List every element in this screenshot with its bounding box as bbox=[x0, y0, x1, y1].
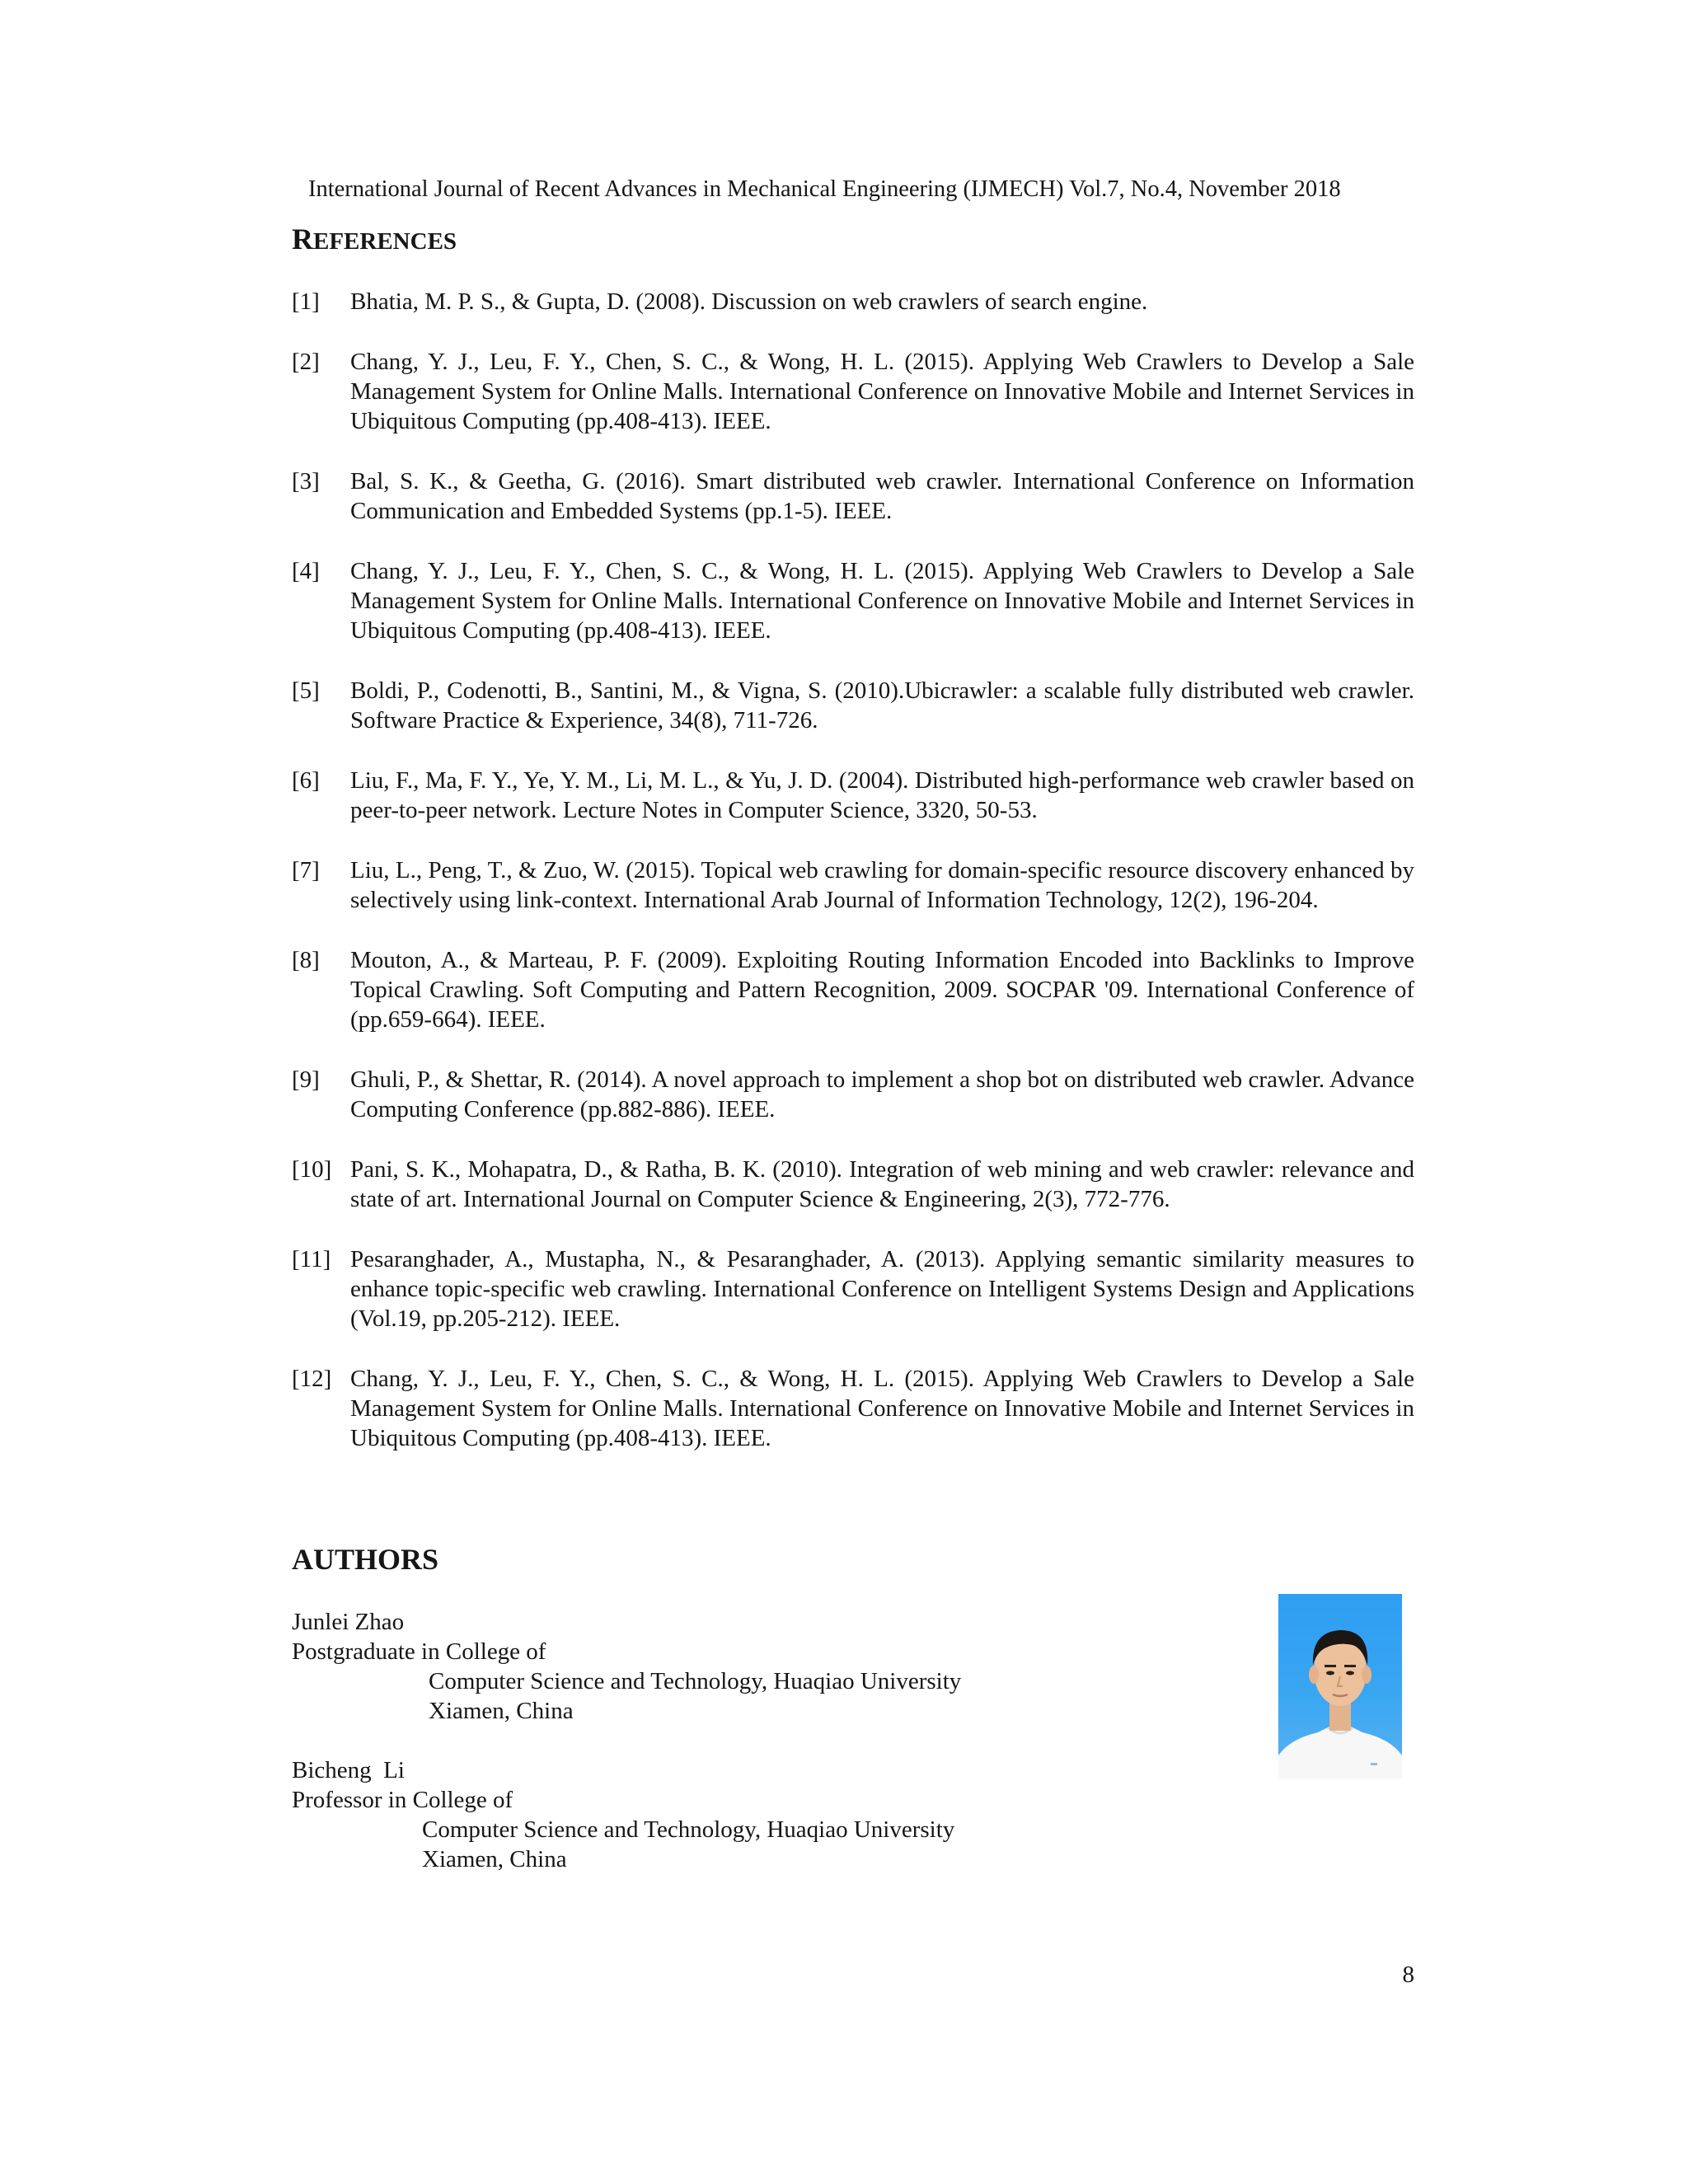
reference-text: Mouton, A., & Marteau, P. F. (2009). Exploiting Routing Information Encoded into Backlinks to Improve Topical Crawling. Soft Computing and Pattern Recognition, 2009. SOCPAR '09. International Conference of (pp.659-664). IEEE. bbox=[350, 947, 1414, 1033]
author-department: Computer Science and Technology, Huaqiao University bbox=[422, 1816, 955, 1843]
reference-number: [7] bbox=[292, 857, 320, 883]
author-location: Xiamen, China bbox=[429, 1698, 574, 1724]
author-photo bbox=[1278, 1594, 1402, 1779]
reference-text: Bal, S. K., & Geetha, G. (2016). Smart distributed web crawler. International Conference on Information Communication and Embedded Systems (pp.1-5). IEEE. bbox=[350, 468, 1414, 524]
reference-text: Bhatia, M. P. S., & Gupta, D. (2008). Discussion on web crawlers of search engine. bbox=[350, 288, 1148, 315]
references-heading-rest: EFERENCES bbox=[313, 228, 457, 255]
reference-number: [6] bbox=[292, 767, 320, 794]
author-block bbox=[292, 1755, 954, 1874]
running-head: International Journal of Recent Advances in Mechanical Engineering (IJMECH) Vol.7, No.4, November 2018 bbox=[308, 176, 1341, 202]
reference-text: Liu, F., Ma, F. Y., Ye, Y. M., Li, M. L., & Yu, J. D. (2004). Distributed high-performance web crawler based on peer-to-peer network. Lecture Notes in Computer Science, 3320, 50-53. bbox=[350, 767, 1414, 823]
authors-heading: AUTHORS bbox=[292, 1543, 439, 1576]
references-heading-initial: R bbox=[292, 223, 313, 255]
reference-text: Pesaranghader, A., Mustapha, N., & Pesaranghader, A. (2013). Applying semantic similarity measures to enhance topic-specific web crawling. International Conference on Intelligent Systems Design and Applications (Vol.19, pp.205-212). IEEE. bbox=[350, 1246, 1414, 1332]
author-portrait-illustration bbox=[1278, 1594, 1402, 1779]
reference-item bbox=[292, 766, 1414, 825]
reference-item bbox=[292, 1155, 1414, 1214]
reference-item bbox=[292, 1244, 1414, 1333]
reference-number: [11] bbox=[292, 1246, 331, 1272]
reference-number: [4] bbox=[292, 558, 320, 584]
reference-item bbox=[292, 287, 1414, 316]
reference-number: [9] bbox=[292, 1066, 320, 1093]
reference-number: [2] bbox=[292, 349, 320, 375]
reference-text: Boldi, P., Codenotti, B., Santini, M., & Vigna, S. (2010).Ubicrawler: a scalable fully distributed web crawler. Software Practice & Experience, 34(8), 711-726. bbox=[350, 677, 1414, 733]
reference-item bbox=[292, 1065, 1414, 1124]
reference-item bbox=[292, 466, 1414, 526]
author-department: Computer Science and Technology, Huaqiao University bbox=[429, 1668, 962, 1694]
page-number: 8 bbox=[1402, 1961, 1414, 1988]
reference-number: [8] bbox=[292, 947, 320, 973]
reference-number: [1] bbox=[292, 288, 320, 315]
reference-number: [5] bbox=[292, 677, 320, 704]
reference-text: Ghuli, P., & Shettar, R. (2014). A novel approach to implement a shop bot on distributed web crawler. Advance Computing Conference (pp.882-886). IEEE. bbox=[350, 1066, 1414, 1122]
reference-text: Liu, L., Peng, T., & Zuo, W. (2015). Topical web crawling for domain-specific resource discovery enhanced by selectively using link-context. International Arab Journal of Information Technology, 12(2), 196-204. bbox=[350, 857, 1414, 913]
author-position: Professor in College of bbox=[292, 1787, 513, 1813]
reference-text: Pani, S. K., Mohapatra, D., & Ratha, B. K. (2010). Integration of web mining and web crawler: relevance and state of art. International Journal on Computer Science & Engineering, 2(3), 772-776. bbox=[350, 1156, 1414, 1212]
author-position: Postgraduate in College of bbox=[292, 1638, 546, 1665]
author-block bbox=[292, 1607, 961, 1726]
reference-item bbox=[292, 676, 1414, 735]
reference-item bbox=[292, 347, 1414, 436]
reference-number: [10] bbox=[292, 1156, 332, 1183]
reference-item bbox=[292, 556, 1414, 645]
author-name: Junlei Zhao bbox=[292, 1609, 405, 1635]
reference-text: Chang, Y. J., Leu, F. Y., Chen, S. C., & Wong, H. L. (2015). Applying Web Crawlers to Develop a Sale Management System for Online Malls. International Conference on Innovative Mobile and Internet Services in Ubiquitous Computing (pp.408-413). IEEE. bbox=[350, 558, 1414, 644]
author-name: Bicheng Li bbox=[292, 1757, 405, 1783]
reference-list bbox=[292, 287, 1414, 1483]
reference-text: Chang, Y. J., Leu, F. Y., Chen, S. C., & Wong, H. L. (2015). Applying Web Crawlers to Develop a Sale Management System for Online Malls. International Conference on Innovative Mobile and Internet Services in Ubiquitous Computing (pp.408-413). IEEE. bbox=[350, 1366, 1414, 1451]
author-location: Xiamen, China bbox=[422, 1846, 567, 1872]
reference-number: [3] bbox=[292, 468, 320, 494]
references-heading bbox=[292, 221, 457, 260]
reference-text: Chang, Y. J., Leu, F. Y., Chen, S. C., & Wong, H. L. (2015). Applying Web Crawlers to Develop a Sale Management System for Online Malls. International Conference on Innovative Mobile and Internet Services in Ubiquitous Computing (pp.408-413). IEEE. bbox=[350, 349, 1414, 434]
reference-item bbox=[292, 1364, 1414, 1453]
reference-item bbox=[292, 855, 1414, 915]
reference-number: [12] bbox=[292, 1366, 332, 1392]
reference-item bbox=[292, 945, 1414, 1034]
